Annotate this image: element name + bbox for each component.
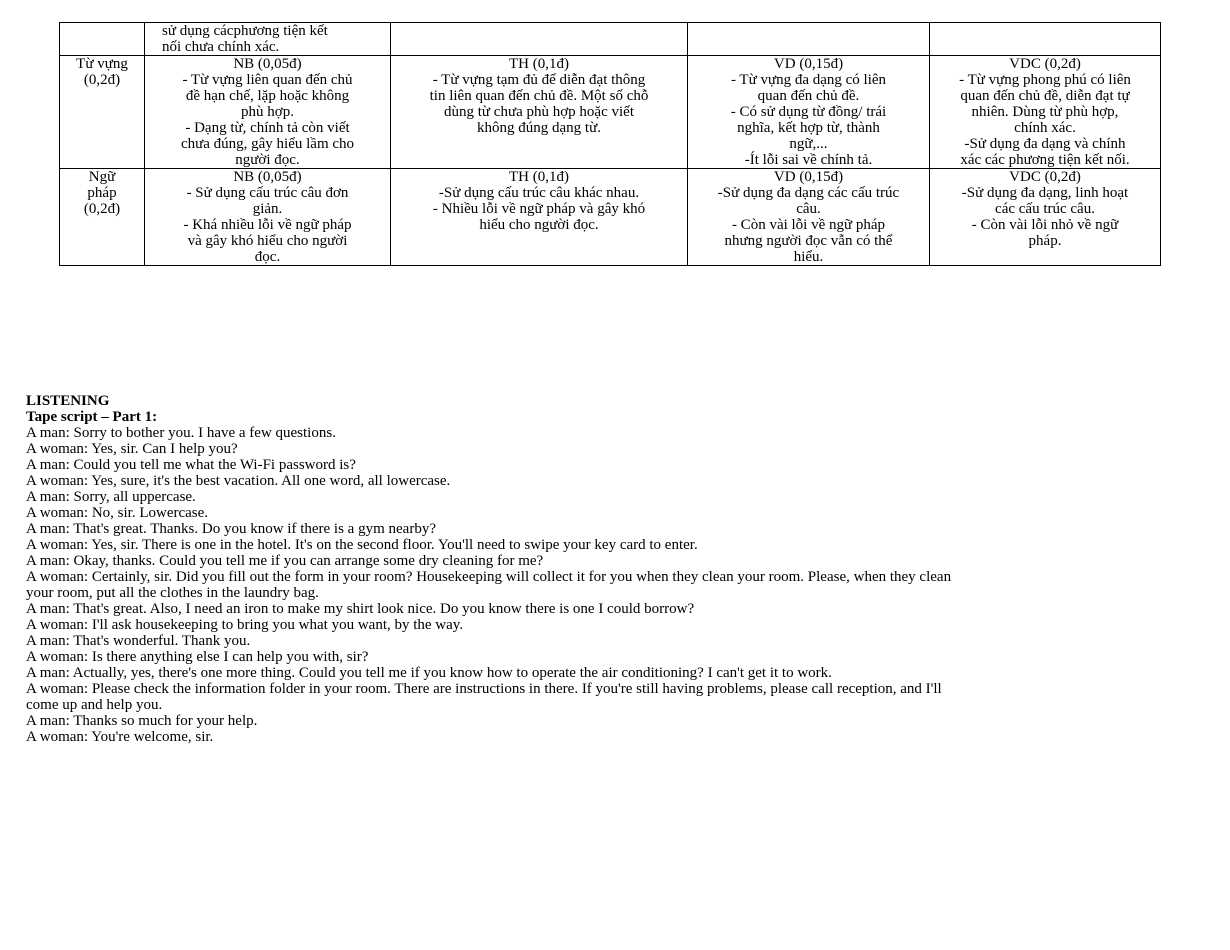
rubric-cell <box>145 23 391 56</box>
rubric-cell <box>930 56 1161 169</box>
transcript-line: A woman: Yes, sir. Can I help you? <box>26 441 238 457</box>
criterion-cell <box>60 56 145 169</box>
cell-text: câu. <box>796 201 821 217</box>
transcript-line: A man: Could you tell me what the Wi-Fi password is? <box>26 457 356 473</box>
cell-text: - Dạng từ, chính tả còn viết <box>185 120 350 136</box>
cell-text: nối chưa chính xác. <box>162 39 280 55</box>
cell-text: VD (0,15đ) <box>773 169 844 185</box>
criterion-text: (0,2đ) <box>83 72 121 88</box>
rubric-cell <box>145 169 391 266</box>
cell-text: người đọc. <box>235 152 300 168</box>
criterion-text: pháp <box>87 185 117 201</box>
cell-text: -Sử dụng đa dạng, linh hoạt <box>961 185 1129 201</box>
rubric-cell <box>930 23 1161 56</box>
transcript-line: A woman: You're welcome, sir. <box>26 729 214 745</box>
rubric-cell <box>145 56 391 169</box>
criterion-text: Từ vựng <box>76 56 128 72</box>
table-row <box>60 23 1161 56</box>
cell-text: và gây khó hiểu cho người <box>187 233 348 249</box>
transcript-line: A man: Actually, yes, there's one more thing. Could you tell me if you know how to operate the air conditioning? I can't get it to work. <box>26 665 832 681</box>
rubric-cell <box>391 23 688 56</box>
cell-text: nhiên. Dùng từ phù hợp, <box>971 104 1119 120</box>
cell-text: không đúng dạng từ. <box>477 120 601 136</box>
cell-text: -Sử dụng cấu trúc câu khác nhau. <box>438 185 640 201</box>
cell-text: - Từ vựng phong phú có liên <box>959 72 1131 88</box>
transcript-line: A man: Sorry to bother you. I have a few questions. <box>26 425 336 441</box>
cell-text: VDC (0,2đ) <box>1009 56 1081 72</box>
criterion-cell <box>60 23 145 56</box>
cell-text: - Còn vài lỗi nhỏ về ngữ <box>971 217 1119 233</box>
transcript-line: A woman: Please check the information folder in your room. There are instructions in there. If you're still having problems, please call reception, and I'll <box>26 681 942 697</box>
transcript-line: A man: Thanks so much for your help. <box>26 713 258 729</box>
listening-section <box>26 393 1206 745</box>
cell-text: sử dụng cácphương tiện kết <box>162 23 328 39</box>
rubric-cell <box>391 169 688 266</box>
cell-text: VD (0,15đ) <box>773 56 844 72</box>
tape-script-heading: Tape script – Part 1: <box>26 409 158 425</box>
rubric-cell <box>688 23 930 56</box>
cell-text: phù hợp. <box>241 104 294 120</box>
cell-text: dùng từ chưa phù hợp hoặc viết <box>444 104 634 120</box>
section-heading: LISTENING <box>26 393 110 409</box>
transcript-line: A woman: No, sir. Lowercase. <box>26 505 209 521</box>
transcript-line: A woman: Yes, sir. There is one in the hotel. It's on the second floor. You'll need to swipe your key card to enter. <box>26 537 698 553</box>
rubric-cell <box>688 56 930 169</box>
cell-text: chưa đúng, gây hiểu lầm cho <box>180 136 355 152</box>
transcript-line: come up and help you. <box>26 697 163 713</box>
cell-text: giản. <box>252 201 283 217</box>
cell-text: - Từ vựng đa dạng có liên <box>730 72 887 88</box>
transcript-line: A woman: Certainly, sir. Did you fill out the form in your room? Housekeeping will collect it for you when they clean your room. Please, when they clean <box>26 569 952 585</box>
cell-text: TH (0,1đ) <box>509 169 569 185</box>
transcript <box>26 425 1206 745</box>
transcript-line: your room, put all the clothes in the laundry bag. <box>26 585 319 601</box>
rubric-table <box>59 22 1161 266</box>
cell-text: -Sử dụng đa dạng các cấu trúc <box>717 185 900 201</box>
transcript-line: A man: That's great. Also, I need an iron to make my shirt look nice. Do you know there is one I could borrow? <box>26 601 695 617</box>
cell-text: TH (0,1đ) <box>509 56 569 72</box>
transcript-line: A man: That's great. Thanks. Do you know if there is a gym nearby? <box>26 521 436 537</box>
transcript-line: A man: Okay, thanks. Could you tell me if you can arrange some dry cleaning for me? <box>26 553 544 569</box>
cell-text: VDC (0,2đ) <box>1009 169 1081 185</box>
cell-text: xác các phương tiện kết nối. <box>960 152 1130 168</box>
cell-text: quan đến chủ đề, diễn đạt tự <box>960 88 1130 104</box>
cell-text: hiểu. <box>793 249 824 265</box>
transcript-line: A man: Sorry, all uppercase. <box>26 489 196 505</box>
cell-text: - Từ vựng liên quan đến chủ <box>182 72 353 88</box>
cell-text: hiểu cho người đọc. <box>479 217 599 233</box>
cell-text: quan đến chủ đề. <box>757 88 860 104</box>
cell-text: -Sử dụng đa dạng và chính <box>964 136 1126 152</box>
transcript-line: A woman: Yes, sure, it's the best vacation. All one word, all lowercase. <box>26 473 451 489</box>
cell-text: - Khá nhiều lỗi về ngữ pháp <box>183 217 352 233</box>
transcript-line: A man: That's wonderful. Thank you. <box>26 633 251 649</box>
rubric-cell <box>688 169 930 266</box>
cell-text: - Từ vựng tạm đủ để diễn đạt thông <box>432 72 646 88</box>
criterion-text: Ngữ <box>88 169 116 185</box>
cell-text: -Ít lỗi sai về chính tả. <box>744 152 873 168</box>
table-row <box>60 169 1161 266</box>
cell-text: tin liên quan đến chủ đề. Một số chỗ <box>429 88 649 104</box>
cell-text: NB (0,05đ) <box>233 169 302 185</box>
cell-text: - Còn vài lỗi về ngữ pháp <box>731 217 886 233</box>
cell-text: - Nhiều lỗi về ngữ pháp và gây khó <box>432 201 646 217</box>
cell-text: pháp. <box>1028 233 1062 249</box>
cell-text: chính xác. <box>1014 120 1076 136</box>
transcript-line: A woman: I'll ask housekeeping to bring you what you want, by the way. <box>26 617 464 633</box>
cell-text: các cấu trúc câu. <box>995 201 1095 217</box>
rubric-cell <box>391 56 688 169</box>
cell-text: đọc. <box>254 249 281 265</box>
cell-text: nghĩa, kết hợp từ, thành <box>737 120 880 136</box>
criterion-text: (0,2đ) <box>83 201 121 217</box>
transcript-line: A woman: Is there anything else I can help you with, sir? <box>26 649 369 665</box>
cell-text: - Sử dụng cấu trúc câu đơn <box>186 185 349 201</box>
criterion-cell <box>60 169 145 266</box>
rubric-cell <box>930 169 1161 266</box>
cell-text: ngữ,... <box>789 136 828 152</box>
cell-text: nhưng người đọc vẫn có thể <box>724 233 893 249</box>
cell-text: - Có sử dụng từ đồng/ trái <box>730 104 887 120</box>
table-row <box>60 56 1161 169</box>
cell-text: đề hạn chế, lặp hoặc không <box>185 88 350 104</box>
cell-text: NB (0,05đ) <box>233 56 302 72</box>
